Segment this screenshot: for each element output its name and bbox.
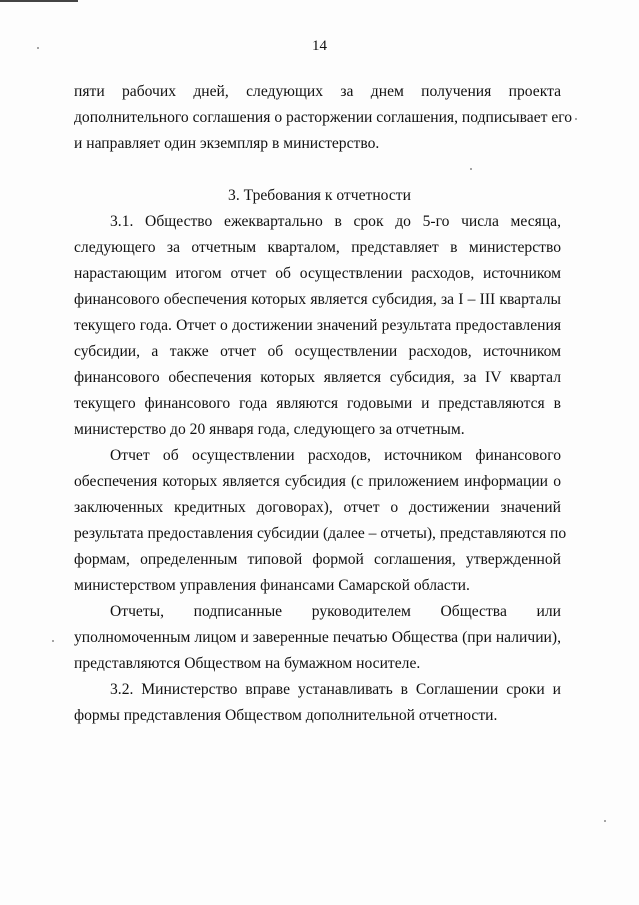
- paragraph-line: Отчет об осуществлении расходов, источником финансового: [110, 447, 561, 464]
- paragraph-line: финансового обеспечения которых является субсидия, за I – III кварталы: [74, 291, 561, 308]
- paragraph-line: формы представления Обществом дополнительной отчетности.: [74, 707, 498, 724]
- paragraph-line: нарастающим итогом отчет об осуществлении расходов, источником: [74, 265, 561, 282]
- paragraph-line: субсидии, а также отчет об осуществлении расходов, источником: [74, 343, 561, 360]
- scan-speck: [37, 47, 39, 49]
- paragraph-line: представляются Обществом на бумажном носителе.: [74, 655, 421, 672]
- scan-edge-mark: [0, 0, 78, 2]
- paragraph-line: министерством управления финансами Самарской области.: [74, 577, 470, 594]
- paragraph-line: 3.2. Министерство вправе устанавливать в Соглашении сроки и: [110, 681, 561, 698]
- paragraph-line: дополнительного соглашения о расторжении соглашения, подписывает его: [74, 109, 573, 126]
- paragraph-line: текущего года. Отчет о достижении значений результата предоставления: [74, 317, 561, 334]
- scan-speck: [575, 118, 577, 120]
- paragraph-line: формам, определенным типовой формой соглашения, утвержденной: [74, 551, 561, 568]
- paragraph-line: Отчеты, подписанные руководителем Общества или: [110, 603, 561, 620]
- paragraph-line: текущего финансового года являются годовыми и представляются в: [74, 395, 561, 412]
- section-heading: 3. Требования к отчетности: [228, 187, 411, 204]
- paragraph-line: уполномоченным лицом и заверенные печатью Общества (при наличии),: [74, 629, 561, 646]
- paragraph-line: следующего за отчетным кварталом, представляет в министерство: [74, 239, 561, 256]
- paragraph-line: и направляет один экземпляр в министерство.: [74, 135, 380, 152]
- scan-speck: [470, 168, 472, 170]
- paragraph-line: обеспечения которых является субсидия (с приложением информации о: [74, 473, 561, 490]
- paragraph-line: финансового обеспечения которых является субсидия, за IV квартал: [74, 369, 561, 386]
- scan-speck: [52, 640, 54, 642]
- paragraph-line: результата предоставления субсидии (далее – отчеты), представляются по: [74, 525, 567, 542]
- paragraph-line: заключенных кредитных договорах), отчет о достижении значений: [74, 499, 561, 516]
- page-number: 14: [312, 38, 327, 54]
- paragraph-line: министерство до 20 января года, следующего за отчетным.: [74, 421, 465, 438]
- scan-speck: [604, 820, 606, 822]
- paragraph-line: 3.1. Общество ежеквартально в срок до 5-го числа месяца,: [110, 213, 561, 230]
- paragraph-line: пяти рабочих дней, следующих за днем получения проекта: [74, 83, 561, 100]
